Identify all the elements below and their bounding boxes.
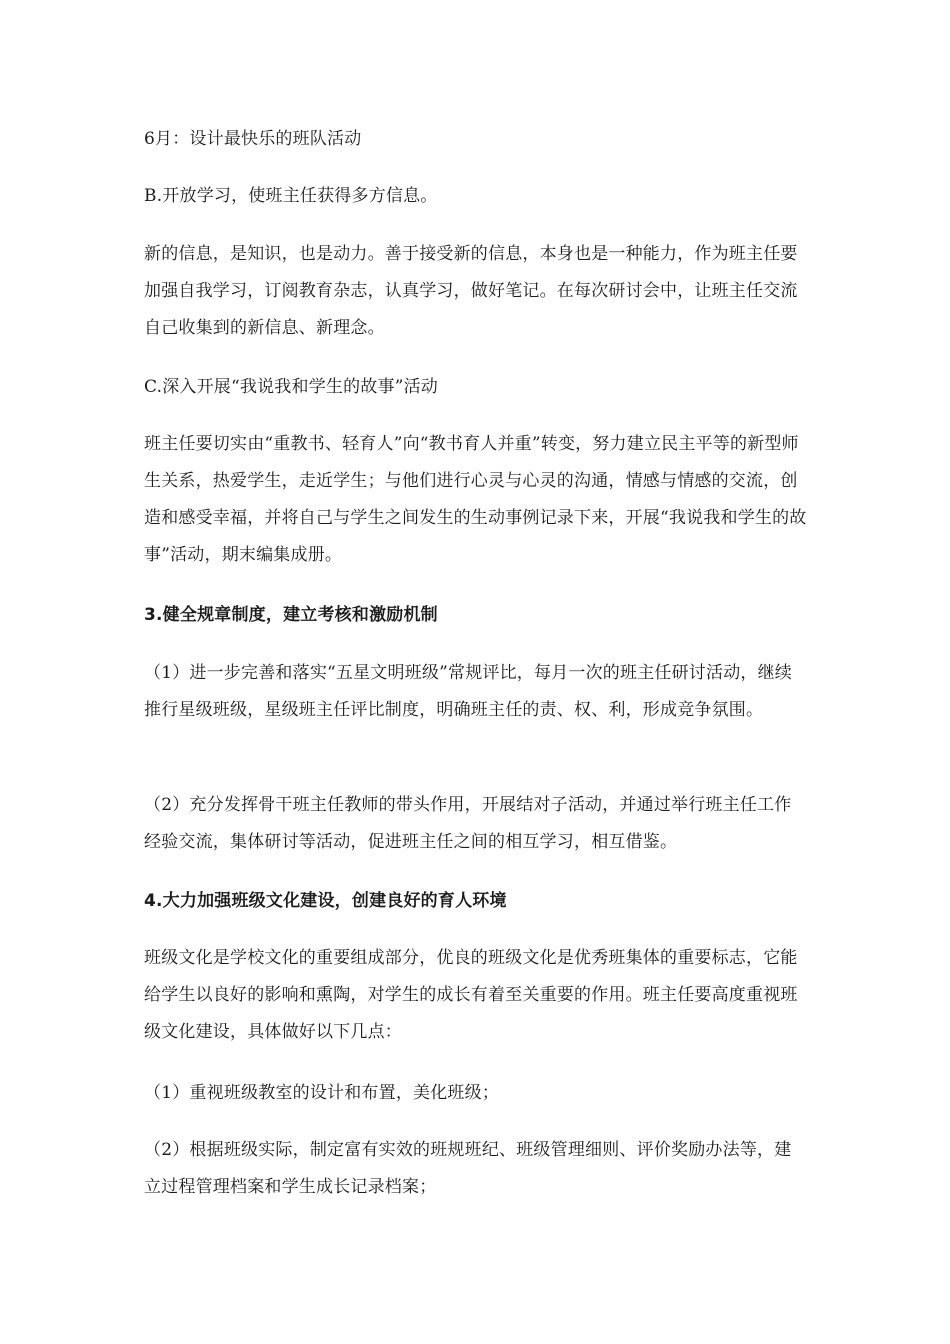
paragraph-item-1-evaluation: （1）进一步完善和落实“五星文明班级”常规评比，每月一次的班主任研讨活动，继续推行星级班级，星级班主任评比制度，明确班主任的责、权、利，形成竞争氛围。 [144, 663, 792, 720]
section-heading-4: 4.大力加强班级文化建设，创建良好的育人环境 [144, 891, 507, 911]
paragraph-b-open-learning: B.开放学习，使班主任获得多方信息。 [144, 186, 438, 206]
paragraph-new-information: 新的信息，是知识，也是动力。善于接受新的信息，本身也是一种能力，作为班主任要加强自我学习，订阅教育杂志，认真学习，做好笔记。在每次研讨会中，让班主任交流自己收集到的新信息、新理念。 [144, 244, 798, 338]
paragraph-item-2-mentoring: （2）充分发挥骨干班主任教师的带头作用，开展结对子活动，并通过举行班主任工作经验交流，集体研讨等活动，促进班主任之间的相互学习，相互借鉴。 [144, 795, 792, 852]
section-heading-3: 3.健全规章制度，建立考核和激励机制 [144, 605, 438, 625]
paragraph-c-story-activity: C.深入开展“我说我和学生的故事”活动 [144, 377, 438, 397]
paragraph-class-culture: 班级文化是学校文化的重要组成部分，优良的班级文化是优秀班集体的重要标志，它能给学生以良好的影响和熏陶，对学生的成长有着至关重要的作用。班主任要高度重视班级文化建设，具体做好以下几点： [144, 948, 798, 1042]
paragraph-june-activity: 6月：设计最快乐的班队活动 [144, 129, 362, 149]
paragraph-teacher-student-relation: 班主任要切实由“重教书、轻育人”向“教书育人并重”转变，努力建立民主平等的新型师生关系，热爱学生，走近学生；与他们进行心灵与心灵的沟通，情感与情感的交流，创造和感受幸福，并将自己与学生之间发生的生动事例记录下来，开展“我说我和学生的故事”活动，期末编集成册。 [144, 434, 807, 565]
paragraph-item-2-rules: （2）根据班级实际，制定富有实效的班规班纪、班级管理细则、评价奖励办法等，建立过程管理档案和学生成长记录档案； [144, 1140, 792, 1197]
paragraph-item-1-classroom: （1）重视班级教室的设计和布置，美化班级； [144, 1083, 500, 1103]
